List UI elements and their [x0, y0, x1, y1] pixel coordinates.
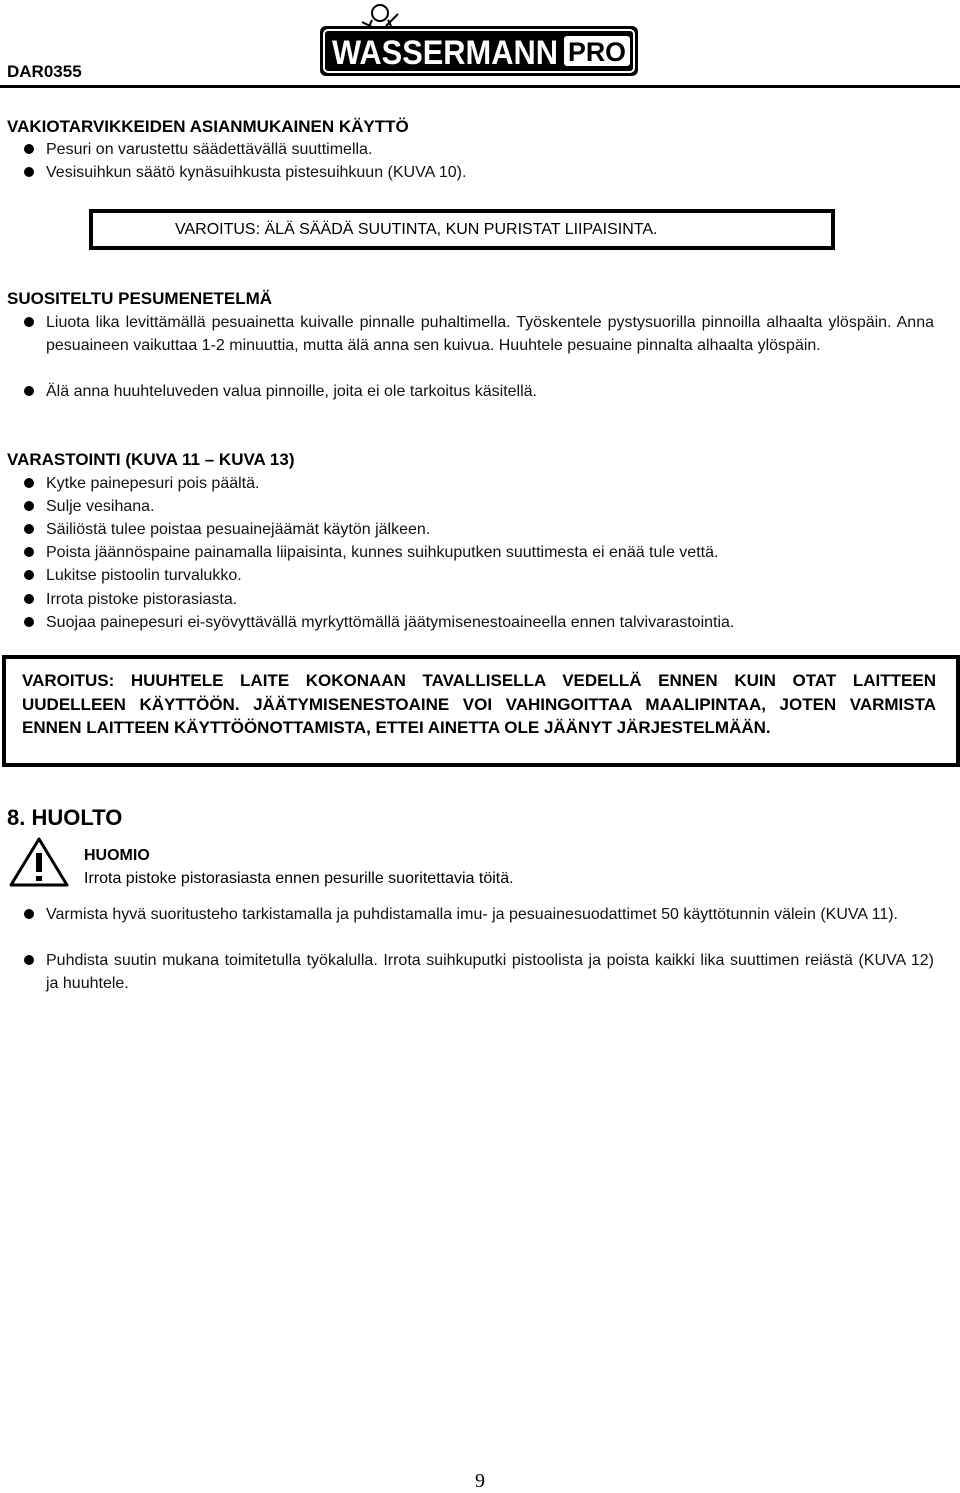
list-item: Puhdista suutin mukana toimitetulla työkalulla. Irrota suihkuputki pistoolista ja poista kaikki lika suuttimen reiästä (KUVA 12) ja huuhtele.	[24, 949, 934, 995]
bullet-icon	[24, 594, 34, 604]
bullet-icon	[24, 909, 34, 919]
bullet-icon	[24, 547, 34, 557]
bullet-icon	[24, 617, 34, 627]
wassermann-pro-logo	[318, 0, 640, 80]
list-item: Liuota lika levittämällä pesuainetta kuivalle pinnalle puhaltimella. Työskentele pystysuorilla pinnoilla alhaalta ylöspäin. Anna pesuaineen vaikuttaa 1-2 minuuttia, mutta älä anna sen kuivua. Huuhtele pesuaine pinnalta alhaalta ylöspäin.	[24, 311, 934, 357]
svg-text:PRO: PRO	[568, 37, 626, 67]
warning-text: VAROITUS: HUUHTELE LAITE KOKONAAN TAVALLISELLA VEDELLÄ ENNEN KUIN OTAT LAITTEEN UUDELLEEN KÄYTTÖÖN. JÄÄTYMISENESTOAINE VOI VAHINGOITTAA MAALIPINTAA, JOTEN VARMISTA ENNEN LAITTEEN KÄYTTÖÖNOTTAMISTA, ETTEI AINETTA OLE JÄÄNYT JÄRJESTELMÄÄN.	[22, 671, 936, 737]
warning-box	[2, 655, 960, 767]
warning-box	[89, 209, 835, 250]
list-item: Varmista hyvä suoritusteho tarkistamalla ja puhdistamalla imu- ja pesuainesuodattimet 50 käyttötunnin välein (KUVA 11).	[24, 903, 934, 926]
list-item: Sulje vesihana.	[24, 495, 934, 518]
warning-triangle-icon	[8, 836, 70, 888]
bullet-icon	[24, 570, 34, 580]
list-item: Irrota pistoke pistorasiasta.	[24, 588, 934, 611]
list-item: Suojaa painepesuri ei-syövyttävällä myrkyttömällä jäätymisenestoaineella ennen talvivarastointia.	[24, 611, 934, 634]
bullet-icon	[24, 501, 34, 511]
notice-label: HUOMIO	[84, 847, 150, 864]
bullet-icon	[24, 317, 34, 327]
bullet-icon	[24, 167, 34, 177]
list-item: Kytke painepesuri pois päältä.	[24, 472, 934, 495]
section-title-huolto: 8. HUOLTO	[7, 805, 123, 830]
bullet-icon	[24, 144, 34, 154]
section-title-vakiotarvikkeet: VAKIOTARVIKKEIDEN ASIANMUKAINEN KÄYTTÖ	[7, 117, 409, 136]
document-code: DAR0355	[7, 62, 82, 81]
bullet-icon	[24, 386, 34, 396]
bullet-icon	[24, 524, 34, 534]
list-item: Älä anna huuhteluveden valua pinnoille, joita ei ole tarkoitus käsitellä.	[24, 380, 934, 403]
list-item: Säiliöstä tulee poistaa pesuainejäämät käytön jälkeen.	[24, 518, 934, 541]
section-title-varastointi: VARASTOINTI (KUVA 11 – KUVA 13)	[7, 450, 295, 469]
svg-text:WASSERMANN: WASSERMANN	[332, 34, 558, 72]
list-item: Poista jäännöspaine painamalla liipaisinta, kunnes suihkuputken suuttimesta ei enää tule vettä.	[24, 541, 934, 564]
list-item: Pesuri on varustettu säädettävällä suuttimella.	[24, 138, 934, 161]
bullet-icon	[24, 955, 34, 965]
page-number: 9	[475, 1470, 485, 1492]
warning-text: VAROITUS: ÄLÄ SÄÄDÄ SUUTINTA, KUN PURISTAT LIIPAISINTA.	[175, 221, 658, 238]
list-item: Vesisuihkun säätö kynäsuihkusta pistesuihkuun (KUVA 10).	[24, 161, 934, 184]
section-title-pesumenetelma: SUOSITELTU PESUMENETELMÄ	[7, 289, 273, 308]
bullet-icon	[24, 478, 34, 488]
list-item: Lukitse pistoolin turvalukko.	[24, 564, 934, 587]
header-divider	[0, 85, 960, 88]
notice-text: Irrota pistoke pistorasiasta ennen pesurille suoritettavia töitä.	[84, 870, 514, 887]
